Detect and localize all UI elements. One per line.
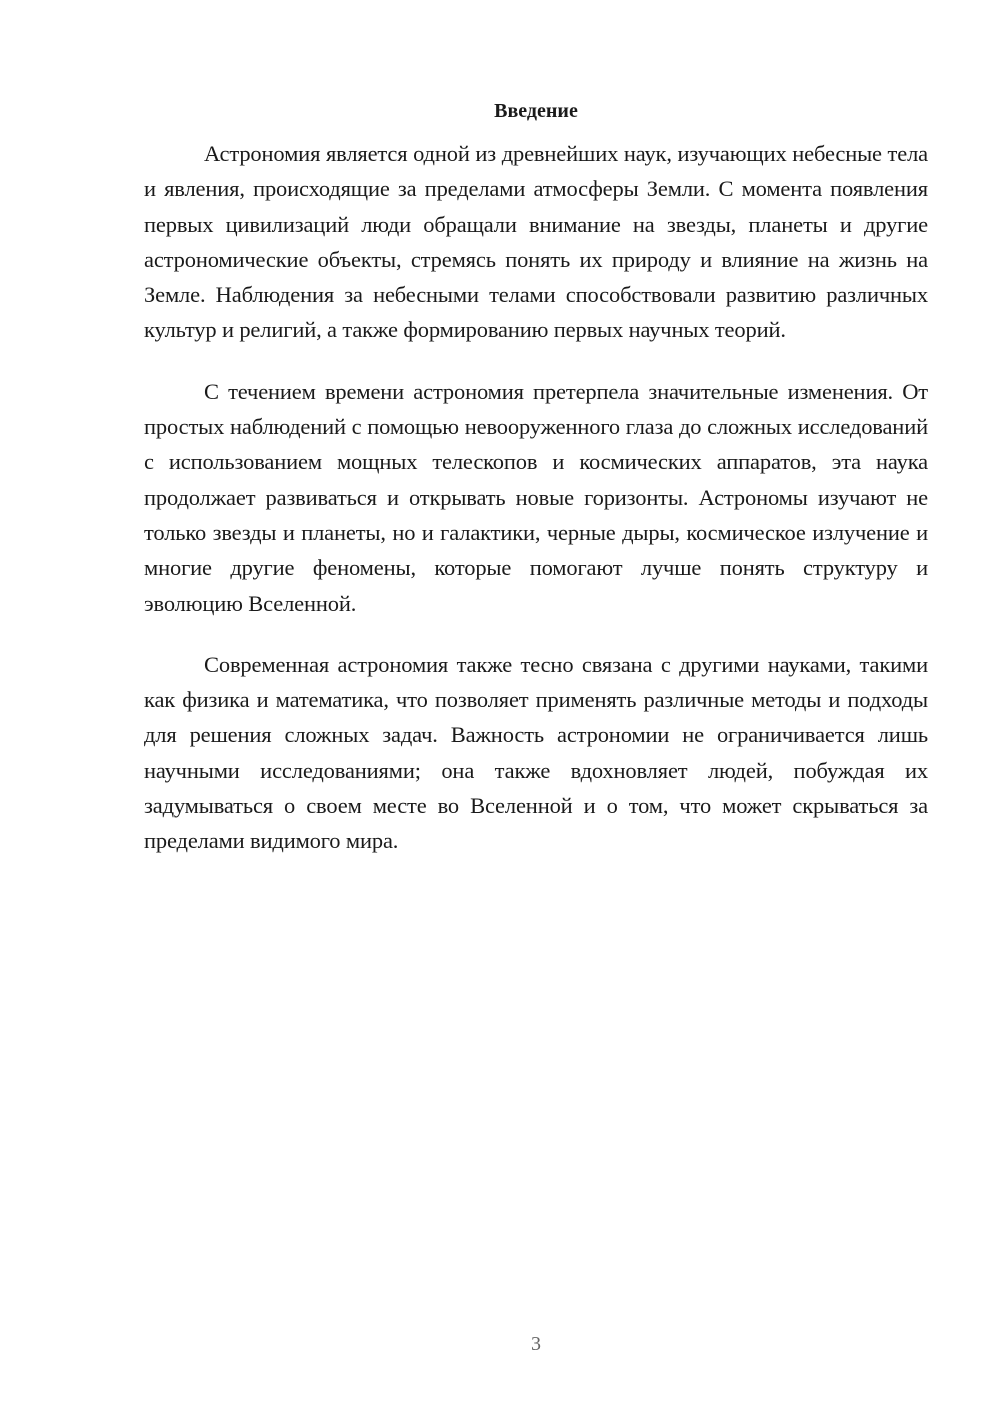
page-content [144,96,928,859]
section-heading: Введение [494,100,578,122]
page-number: 3 [531,1333,541,1355]
paragraph-1: Астрономия является одной из древнейших наук, изучающих небесные тела и явления, происходящие за пределами атмосферы Земли. С момента появления первых цивилизаций люди обращали внимание на звезды, планеты и другие астрономические объекты, стремясь понять их природу и влияние на жизнь на Земле. Наблюдения за небесными телами способствовали развитию различных культур и религий, а также формированию первых научных теорий. [144,141,928,343]
paragraph-2: С течением времени астрономия претерпела значительные изменения. От простых наблюдений с помощью невооруженного глаза до сложных исследований с использованием мощных телескопов и космических аппаратов, эта наука продолжает развиваться и открывать новые горизонты. Астрономы изучают не только звезды и планеты, но и галактики, черные дыры, космическое излучение и многие другие феномены, которые помогают лучше понять структуру и эволюцию Вселенной. [144,378,928,616]
paragraph-3: Современная астрономия также тесно связана с другими науками, такими как физика и математика, что позволяет применять различные методы и подходы для решения сложных задач. Важность астрономии не ограничивается лишь научными исследованиями; она также вдохновляет людей, побуждая их задумываться о своем месте во Вселенной и о том, что может скрываться за пределами видимого мира. [144,651,928,854]
